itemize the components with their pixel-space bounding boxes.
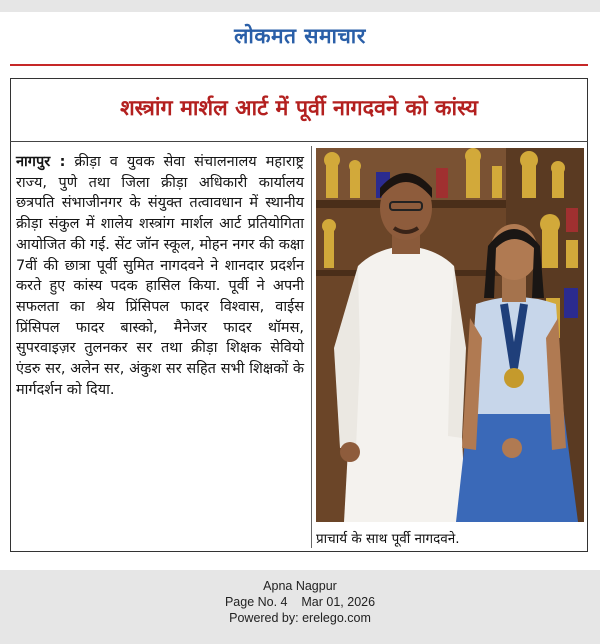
photo-illustration: [316, 148, 584, 522]
article-photo: [316, 148, 584, 522]
article-text: क्रीड़ा व युवक सेवा संचालनालय महाराष्ट्र राज्य, पुणे तथा जिला क्रीड़ा अधिकारी कार्यालय छत्रपति संभाजीनगर के संयुक्त तत्वावधान में स्थानीय क्रीड़ा संकुल में शालेय शस्त्रांग मार्शल आर्ट प्रतियोगिता आयोजित की गई. सेंट जॉन स्कूल, मोहन नगर की कक्षा 7वीं की छात्रा पूर्वी सुमित नागदवने ने शानदार प्रदर्शन करते हुए कांस्य पदक हासिल किया. पूर्वी ने अपनी सफलता का श्रेय प्रिंसिपल फादर विश्वास, वाईस प्रिंसिपल फादर बास्को, मैनेजर फादर थॉमस, सुपरवाइज़र तुलनकर सर तथा क्रीड़ा शिक्षक सेवियो एंडरु सर, अलेन सर, अंकुश सर सहित सभी शिक्षकों के मार्गदर्शन को दिया.: [16, 154, 304, 398]
footer-powered-by: Powered by: erelego.com: [229, 611, 371, 625]
headline: शस्त्रांग मार्शल आर्ट में पूर्वी नागदवने को कांस्य: [120, 96, 478, 121]
masthead: लोकमत समाचार: [234, 24, 366, 48]
article-body: [16, 152, 304, 400]
column-divider: [311, 146, 312, 548]
masthead-rule: [10, 64, 588, 66]
footer-source: Apna Nagpur: [263, 579, 337, 593]
footer: [0, 578, 600, 626]
photo-caption: प्राचार्य के साथ पूर्वी नागदवने.: [316, 531, 460, 547]
headline-rule: [10, 141, 588, 142]
dateline: नागपुर :: [16, 154, 66, 170]
footer-page-date: Page No. 4 Mar 01, 2026: [224, 595, 376, 609]
